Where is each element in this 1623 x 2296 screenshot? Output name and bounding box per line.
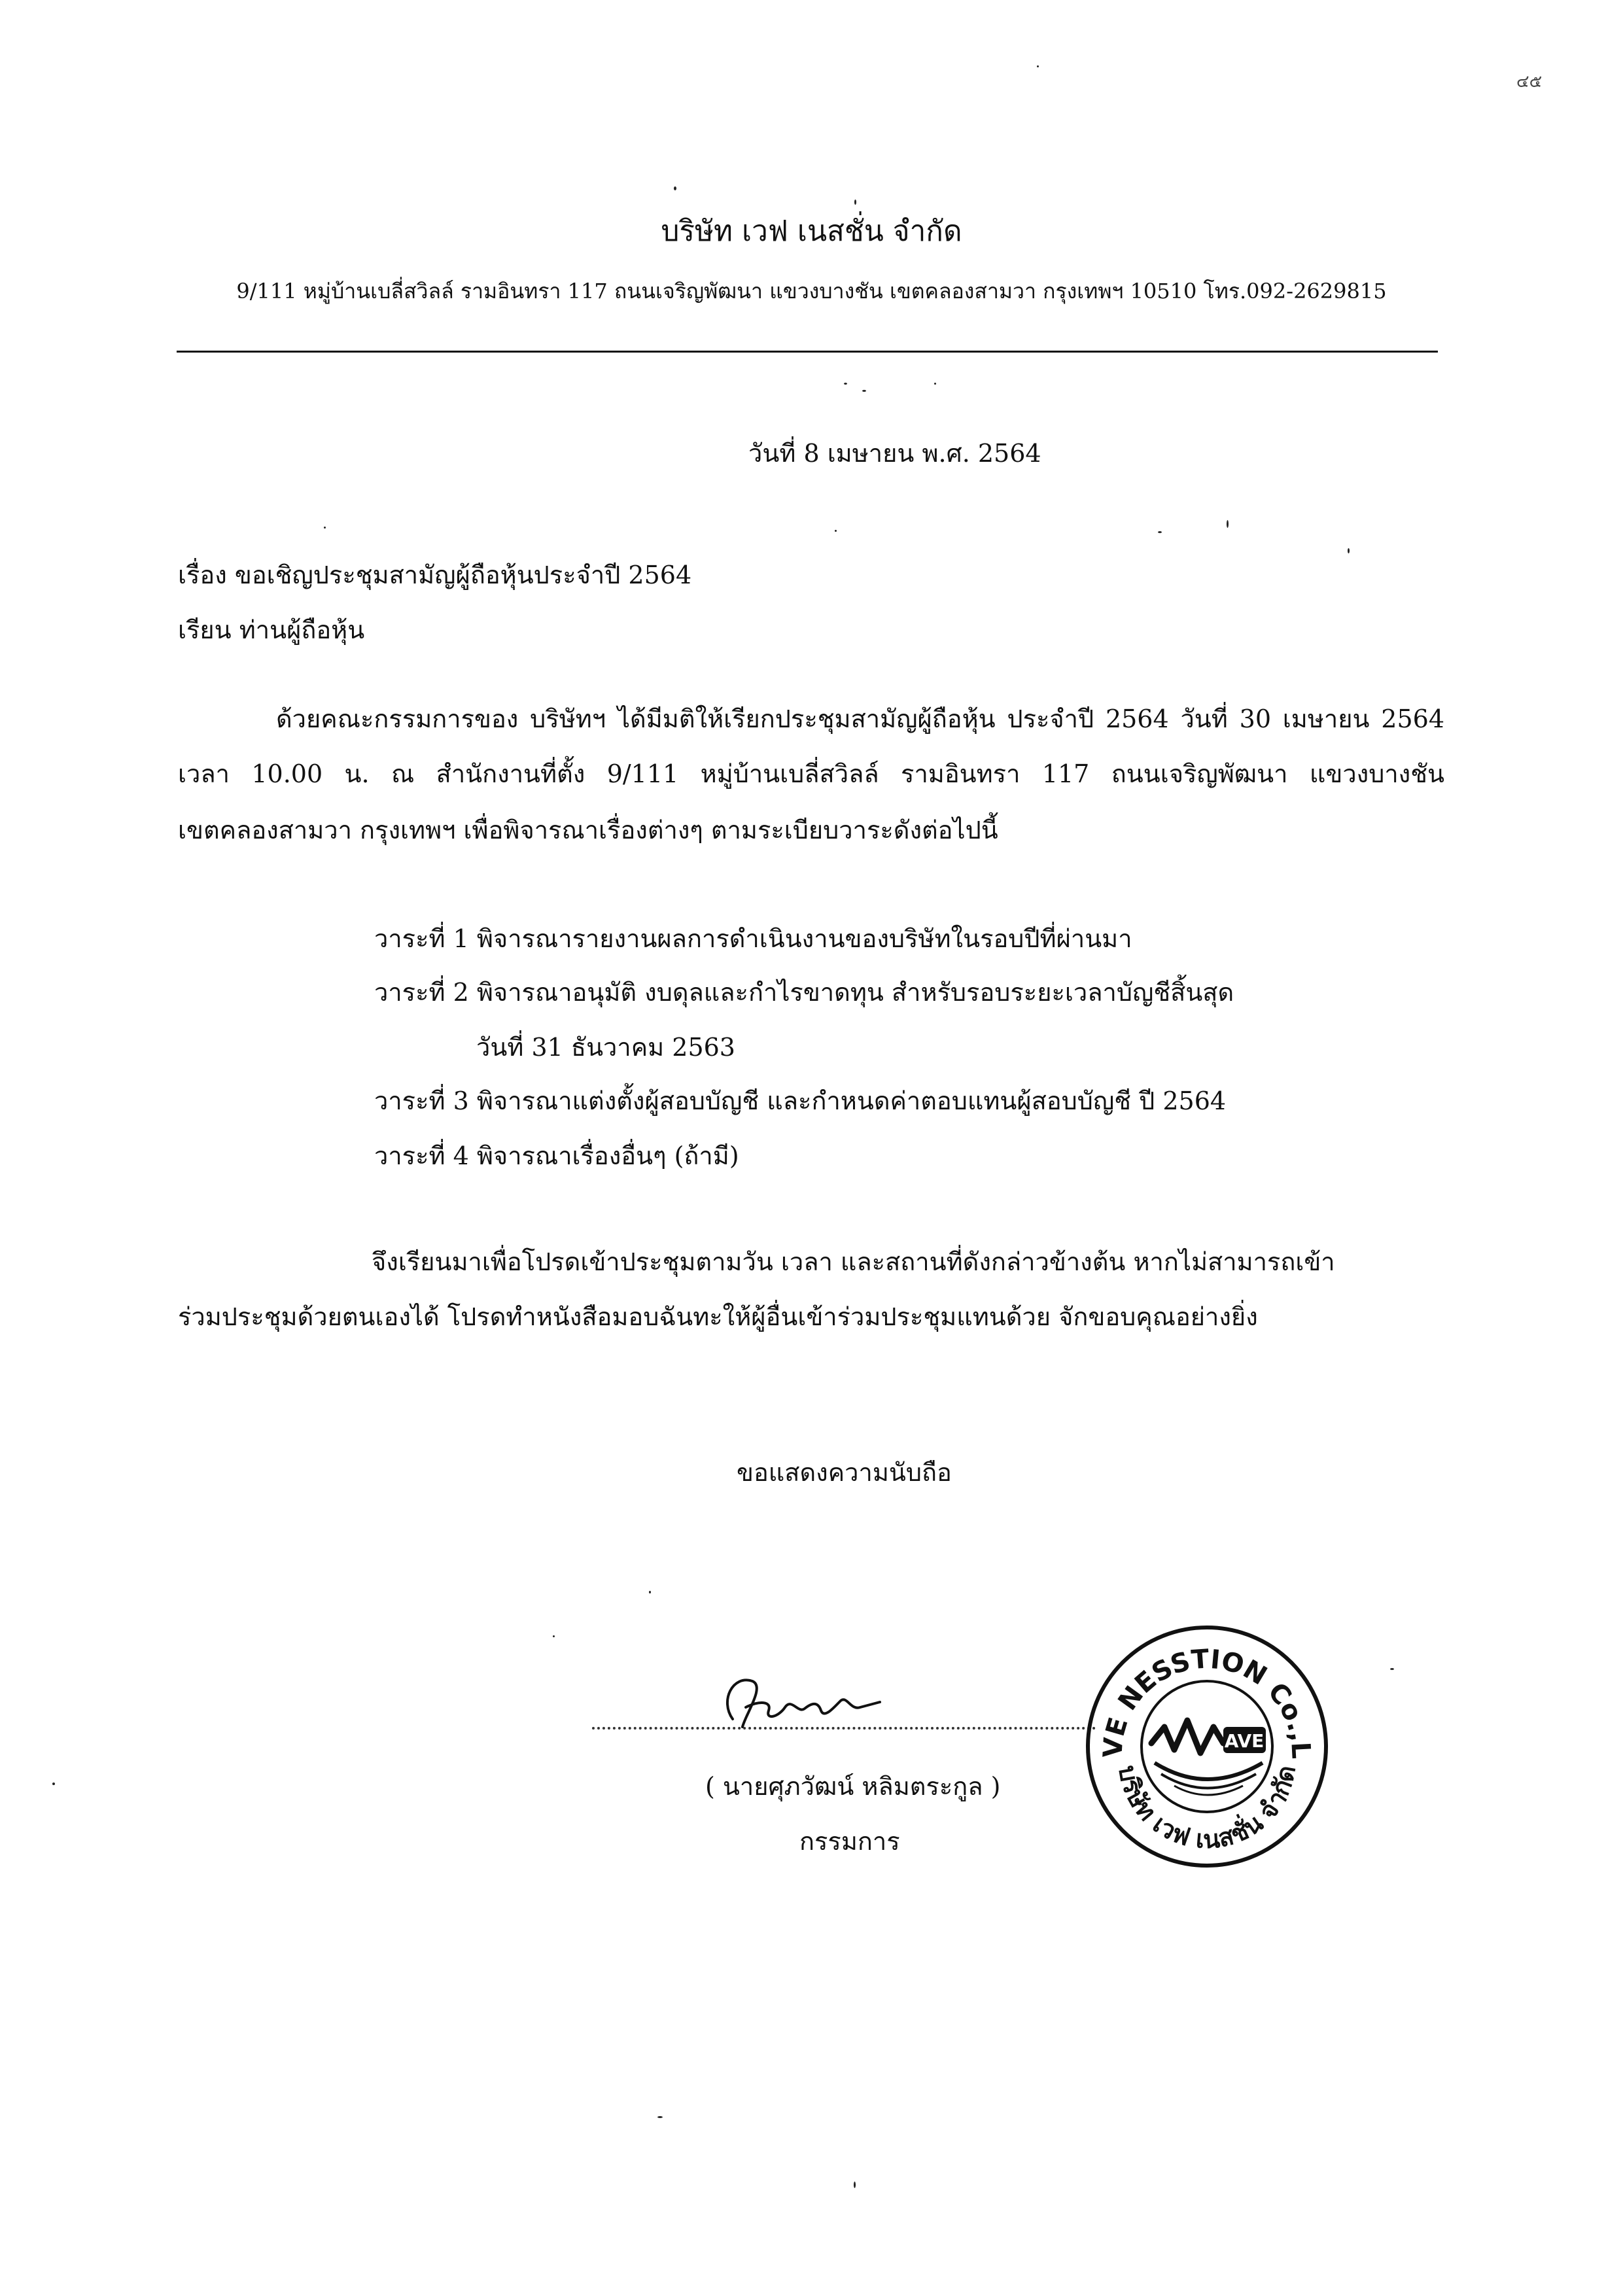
- scan-speck: [862, 390, 866, 392]
- scan-speck: [674, 186, 676, 190]
- letter-subject: เรื่อง ขอเชิญประชุมสามัญผู้ถือหุ้นประจำปี 2564: [178, 561, 692, 589]
- regards: ขอแสดงความนับถือ: [737, 1458, 952, 1487]
- scan-speck: [934, 383, 936, 385]
- signer-name: ( นายศุภวัฒน์ หลิมตระกูล ): [705, 1772, 1001, 1801]
- company-seal-stamp: [1083, 1622, 1331, 1873]
- signer-title: กรรมการ: [799, 1827, 900, 1856]
- scan-speck: [854, 2182, 856, 2188]
- letter-date: วันที่ 8 เมษายน พ.ศ. 2564: [748, 439, 1041, 468]
- body-line: เวลา 10.00 น. ณ สำนักงานที่ตั้ง 9/111 หมู่บ้านเบลี่สวิลล์ รามอินทรา 117 ถนนเจริญพัฒนา แขวงบางชัน: [178, 759, 1444, 788]
- scan-speck: [657, 2116, 663, 2118]
- scan-speck: [649, 1591, 651, 1593]
- scan-speck: [1390, 1668, 1394, 1670]
- svg-text:WAVE NESSTION Co.,LTD.: VE NESSTION Co.,L: [1098, 1644, 1316, 1759]
- handwritten-signature: [707, 1661, 903, 1743]
- body-line: ด้วยคณะกรรมการของ บริษัทฯ ได้มีมติให้เรียกประชุมสามัญผู้ถือหุ้น ประจำปี 2564 วันที่ 30 เมษายน 2564: [276, 704, 1444, 733]
- svg-text:AVE: AVE: [1224, 1730, 1265, 1752]
- scan-speck: [854, 200, 856, 205]
- scan-speck: [324, 527, 326, 529]
- closing-line: จึงเรียนมาเพื่อโปรดเข้าประชุมตามวัน เวลา และสถานที่ดังกล่าวข้างต้น หากไม่สามารถเข้า: [372, 1247, 1335, 1276]
- scan-speck: [1037, 65, 1039, 67]
- scan-speck: [553, 1635, 555, 1637]
- scan-speck: [1348, 548, 1350, 553]
- scan-speck: [844, 383, 847, 385]
- corner-page-mark: ๔๕: [1516, 72, 1543, 92]
- body-line: เขตคลองสามวา กรุงเทพฯ เพื่อพิจารณาเรื่องต่างๆ ตามระเบียบวาระดังต่อไปนี้: [178, 816, 998, 844]
- agenda-item-continuation: วันที่ 31 ธันวาคม 2563: [476, 1033, 735, 1062]
- header-divider: [177, 351, 1438, 353]
- scan-speck: [835, 530, 837, 532]
- svg-text:บริษัท เวฟ เนสชั่น จำกัด: บริษัท เวฟ เนสชั่น จำกัด: [1113, 1763, 1301, 1854]
- company-name: บริษัท เวฟ เนสชั่น จำกัด: [661, 215, 962, 248]
- agenda-item: วาระที่ 2 พิจารณาอนุมัติ งบดุลและกำไรขาดทุน สำหรับรอบระยะเวลาบัญชีสิ้นสุด: [374, 978, 1234, 1007]
- scan-speck: [52, 1783, 55, 1785]
- agenda-item: วาระที่ 1 พิจารณารายงานผลการดำเนินงานของบริษัทในรอบปีที่ผ่านมา: [374, 924, 1132, 953]
- agenda-item: วาระที่ 4 พิจารณาเรื่องอื่นๆ (ถ้ามี): [374, 1141, 739, 1170]
- letter-recipient: เรียน ท่านผู้ถือหุ้น: [178, 616, 365, 644]
- company-address: 9/111 หมู่บ้านเบลี่สวิลล์ รามอินทรา 117 ถนนเจริญพัฒนา แขวงบางชัน เขตคลองสามวา กรุงเทพฯ 10510 โทร.092-2629815: [236, 279, 1387, 304]
- agenda-item: วาระที่ 3 พิจารณาแต่งตั้งผู้สอบบัญชี และกำหนดค่าตอบแทนผู้สอบบัญชี ปี 2564: [374, 1087, 1227, 1115]
- signature-line: [592, 1727, 1096, 1730]
- scan-speck: [1158, 531, 1162, 533]
- scan-speck: [1227, 520, 1229, 528]
- closing-line: ร่วมประชุมด้วยตนเองได้ โปรดทำหนังสือมอบฉันทะให้ผู้อื่นเข้าร่วมประชุมแทนด้วย จักขอบคุณอย่างยิ่ง: [178, 1302, 1258, 1331]
